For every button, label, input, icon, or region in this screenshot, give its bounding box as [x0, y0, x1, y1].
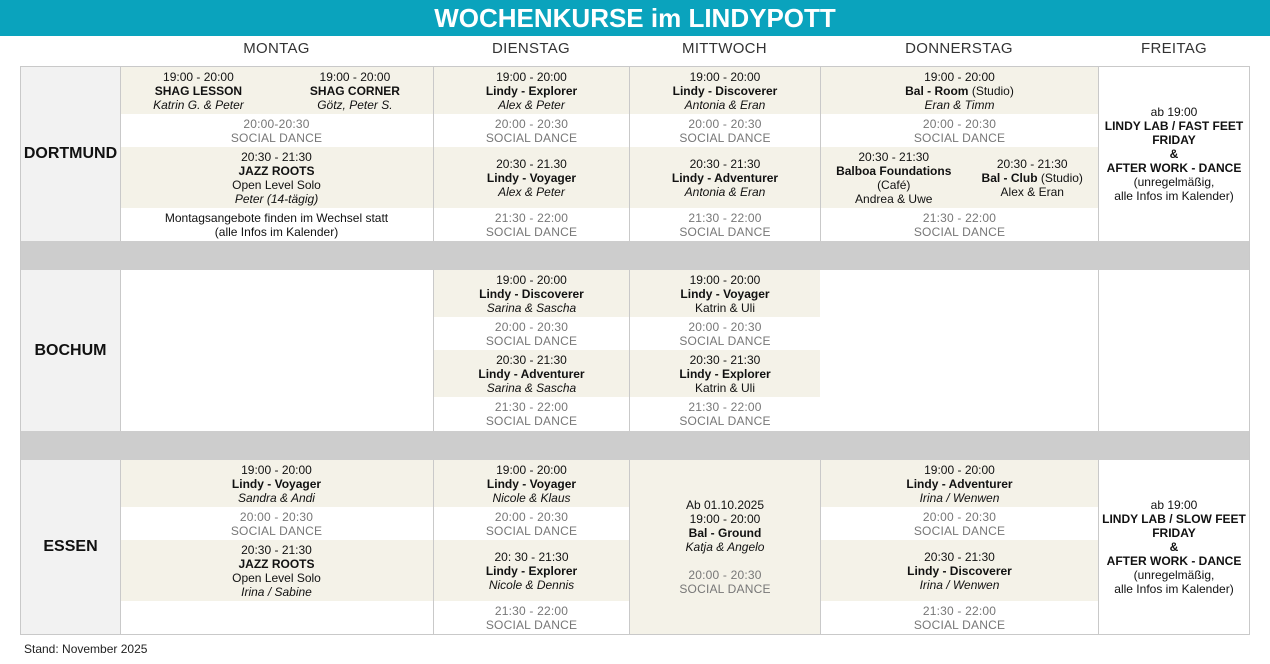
- course-time: 20:30 - 21:30: [241, 149, 312, 164]
- social-label: SOCIAL DANCE: [679, 333, 771, 348]
- social-label: SOCIAL DANCE: [230, 523, 323, 538]
- course-lindy-adventurer: [630, 147, 820, 208]
- course-time: 19:00 - 20:00: [689, 272, 761, 287]
- social-dance-block: [821, 601, 1098, 634]
- social-dance-block: [821, 507, 1098, 540]
- social-label: SOCIAL DANCE: [679, 582, 771, 596]
- course-name: Lindy - Voyager: [486, 476, 577, 491]
- course-teachers: Alex & Peter: [498, 97, 565, 112]
- social-time: 21:30 - 22:00: [688, 399, 762, 414]
- social-time: 21:30 - 22:00: [922, 603, 997, 618]
- course-bal-ground: [630, 460, 820, 634]
- course-jazz-roots: [120, 147, 433, 208]
- friday-event: &: [1169, 540, 1179, 554]
- course-name: Lindy - Explorer: [485, 563, 578, 578]
- course-lindy-explorer: [630, 350, 820, 397]
- course-name: Bal - Club: [981, 170, 1038, 185]
- social-label: SOCIAL DANCE: [679, 413, 771, 428]
- grid-line: [629, 460, 630, 634]
- social-time: 20:00 - 20:30: [688, 568, 762, 582]
- course-teachers: Irina / Sabine: [241, 584, 312, 599]
- note-line: (alle Infos im Kalender): [214, 224, 339, 239]
- social-time: 20:00 - 20:30: [922, 116, 997, 131]
- course-room: (Studio): [971, 83, 1014, 98]
- social-label: SOCIAL DANCE: [485, 617, 578, 632]
- social-label: SOCIAL DANCE: [913, 130, 1006, 145]
- course-lindy-voyager: [434, 460, 629, 507]
- social-time: 21:30 - 22:00: [688, 210, 762, 225]
- course-name: JAZZ ROOTS: [238, 556, 315, 571]
- course-name: Bal - Room: [905, 83, 969, 98]
- course-lindy-voyager: [120, 460, 433, 507]
- social-dance-block: [630, 317, 820, 350]
- course-time: 20:30 - 21:30: [689, 352, 761, 367]
- friday-event: AFTER WORK - DANCE: [1106, 161, 1242, 175]
- friday-note: alle Infos im Kalender): [1114, 582, 1234, 596]
- course-teachers: Katrin & Uli: [694, 300, 756, 315]
- schedule-grid: [20, 66, 1250, 635]
- course-teachers: Antonia & Eran: [684, 97, 766, 112]
- grid-line: [629, 270, 630, 431]
- course-time: 19:00 - 20:00: [689, 69, 761, 84]
- friday-event: LINDY LAB / FAST FEET: [1104, 119, 1244, 133]
- course-name: Bal - Ground: [688, 526, 762, 540]
- course-teachers: Katrin G. & Peter: [153, 97, 244, 112]
- course-time: 19:00 - 20:00: [241, 462, 312, 477]
- social-dance-block: [434, 601, 629, 634]
- course-teachers: Irina / Wenwen: [919, 577, 1000, 592]
- city-bochum: BOCHUM: [21, 270, 120, 431]
- course-time: 20: 30 - 21:30: [494, 549, 569, 564]
- course-time: 19:00 - 20:00: [319, 69, 391, 84]
- row-separator: [21, 431, 1249, 460]
- social-label: SOCIAL DANCE: [913, 523, 1006, 538]
- social-label: SOCIAL DANCE: [485, 523, 578, 538]
- friday-event: AFTER WORK - DANCE: [1106, 554, 1242, 568]
- course-teachers: Nicole & Klaus: [492, 490, 571, 505]
- course-bal-room: [821, 67, 1098, 114]
- course-teachers: Peter (14-tägig): [234, 191, 319, 206]
- friday-event: FRIDAY: [1152, 526, 1196, 540]
- friday-event: &: [1169, 147, 1179, 161]
- course-balboa-foundations: [836, 150, 951, 206]
- course-name: Lindy - Voyager: [231, 476, 322, 491]
- course-teachers: Alex & Peter: [498, 184, 565, 199]
- social-dance-block: [630, 114, 820, 147]
- social-label: SOCIAL DANCE: [679, 224, 771, 239]
- course-name: Balboa Foundations: [836, 163, 952, 178]
- grid-line: [120, 67, 121, 241]
- social-dance-block: [434, 114, 629, 147]
- social-label: SOCIAL DANCE: [913, 224, 1006, 239]
- course-name: SHAG CORNER: [309, 83, 400, 98]
- friday-event: FRIDAY: [1152, 133, 1196, 147]
- social-dance-block: [434, 208, 629, 241]
- course-time: 19:00 - 20:00: [163, 69, 234, 84]
- course-room: (Studio): [1040, 170, 1083, 185]
- course-level: Open Level Solo: [232, 177, 321, 192]
- course-lindy-voyager: [434, 147, 629, 208]
- grid-line: [433, 460, 434, 634]
- social-label: SOCIAL DANCE: [485, 413, 578, 428]
- friday-essen-info: [1099, 460, 1249, 634]
- grid-line: [1098, 67, 1099, 241]
- course-time: 20:30 - 21:30: [241, 542, 312, 557]
- social-dance-block: [434, 507, 629, 540]
- city-dortmund: DORTMUND: [21, 67, 120, 241]
- course-name: Lindy - Voyager: [680, 286, 770, 301]
- social-time: 20:00 - 20:30: [922, 509, 997, 524]
- social-dance-block: [821, 208, 1098, 241]
- day-header-thursday: DONNERSTAG: [905, 40, 1013, 57]
- grid-line: [629, 67, 630, 241]
- social-dance-block: [630, 208, 820, 241]
- social-label: SOCIAL DANCE: [230, 130, 323, 145]
- course-name: Lindy - Adventurer: [671, 170, 779, 185]
- course-time: 19:00 - 20:00: [496, 462, 567, 477]
- course-teachers: Eran & Timm: [924, 97, 995, 112]
- friday-note: (unregelmäßig,: [1133, 568, 1215, 582]
- grid-line: [820, 460, 821, 634]
- course-teachers: Sarina & Sascha: [486, 380, 577, 395]
- grid-line: [1098, 460, 1099, 634]
- grid-line: [120, 460, 121, 634]
- social-label: SOCIAL DANCE: [679, 130, 771, 145]
- course-jazz-roots: [120, 540, 433, 601]
- course-name: JAZZ ROOTS: [238, 163, 315, 178]
- course-name: Lindy - Discoverer: [907, 563, 1012, 578]
- social-time: 20:00 - 20:30: [494, 509, 569, 524]
- course-teachers: Alex & Eran: [1000, 184, 1064, 199]
- friday-note: (unregelmäßig,: [1133, 175, 1215, 189]
- social-dance-block: [434, 397, 629, 430]
- course-time: 20:30 - 21:30: [858, 149, 930, 164]
- course-teachers: Andrea & Uwe: [855, 191, 933, 206]
- course-time: 19:00 - 20:00: [924, 462, 995, 477]
- social-dance-block: [630, 397, 820, 430]
- course-name: Lindy - Explorer: [485, 83, 578, 98]
- course-name: Lindy - Discoverer: [479, 286, 584, 301]
- course-teachers: Götz, Peter S.: [317, 97, 393, 112]
- social-label: SOCIAL DANCE: [913, 617, 1006, 632]
- day-header-wednesday: MITTWOCH: [682, 40, 767, 57]
- course-name: SHAG LESSON: [154, 83, 243, 98]
- grid-line: [433, 270, 434, 431]
- course-teachers: Irina / Wenwen: [919, 490, 1000, 505]
- friday-note: alle Infos im Kalender): [1114, 189, 1234, 203]
- course-teachers: Katrin & Uli: [694, 380, 756, 395]
- city-essen: ESSEN: [21, 460, 120, 634]
- course-time: 19:00 - 20:00: [496, 69, 567, 84]
- course-lindy-explorer: [434, 540, 629, 601]
- note-line: Montagsangebote finden im Wechsel statt: [164, 210, 389, 225]
- course-start-date: Ab 01.10.2025: [685, 498, 765, 512]
- course-block: [821, 147, 1098, 208]
- day-header-friday: FREITAG: [1141, 40, 1207, 57]
- social-time: 20:00 - 20:30: [494, 319, 569, 334]
- social-time: 21:30 - 22:00: [494, 603, 569, 618]
- course-bal-club: [982, 157, 1083, 199]
- social-label: SOCIAL DANCE: [485, 130, 578, 145]
- social-time: 21:30 - 22:00: [494, 399, 569, 414]
- course-time: 20:30 - 21:30: [996, 156, 1068, 171]
- day-header-tuesday: DIENSTAG: [492, 40, 570, 57]
- grid-line: [820, 67, 821, 241]
- course-time: 19:00 - 20:00: [496, 272, 567, 287]
- course-lindy-adventurer: [434, 350, 629, 397]
- course-name: Lindy - Adventurer: [478, 366, 585, 381]
- page-title: WOCHENKURSE im LINDYPOTT: [0, 0, 1270, 36]
- grid-line: [1098, 270, 1099, 431]
- course-time: 19:00 - 20:00: [924, 69, 995, 84]
- social-time: 20:00 - 20:30: [239, 509, 314, 524]
- course-name: Lindy - Adventurer: [906, 476, 1013, 491]
- social-dance-block: [821, 114, 1098, 147]
- course-shag-lesson: [153, 70, 244, 112]
- social-time: 20:00 - 20:30: [688, 319, 762, 334]
- course-time: 20:30 - 21:30: [496, 352, 567, 367]
- course-time: 20:30 - 21:30: [924, 549, 995, 564]
- social-label: SOCIAL DANCE: [485, 333, 578, 348]
- social-time: 20:00 - 20:30: [688, 116, 762, 131]
- course-teachers: Katja & Angelo: [685, 540, 765, 554]
- social-dance-block: [120, 114, 433, 147]
- friday-time: ab 19:00: [1150, 105, 1198, 119]
- course-teachers: Sandra & Andi: [238, 490, 315, 505]
- day-header-monday: MONTAG: [243, 40, 310, 57]
- social-time: 21:30 - 22:00: [494, 210, 569, 225]
- course-lindy-discoverer: [630, 67, 820, 114]
- course-time: 19:00 - 20:00: [689, 512, 761, 526]
- friday-event: LINDY LAB / SLOW FEET: [1102, 512, 1246, 526]
- course-name: Lindy - Voyager: [486, 170, 577, 185]
- monday-note: [120, 208, 433, 241]
- friday-time: ab 19:00: [1150, 498, 1198, 512]
- course-teachers: Antonia & Eran: [684, 184, 766, 199]
- course-lindy-adventurer: [821, 460, 1098, 507]
- social-time: 20:00 - 20:30: [494, 116, 569, 131]
- row-separator: [21, 241, 1249, 270]
- course-lindy-discoverer: [821, 540, 1098, 601]
- course-shag-corner: [310, 70, 400, 112]
- course-time: 20:30 - 21.30: [496, 156, 567, 171]
- grid-line: [120, 270, 121, 431]
- course-block: [120, 67, 433, 114]
- course-room: (Café): [877, 177, 911, 192]
- social-dance-block: [434, 317, 629, 350]
- grid-line: [433, 67, 434, 241]
- social-label: SOCIAL DANCE: [485, 224, 578, 239]
- social-dance-block: [120, 507, 433, 540]
- course-lindy-voyager: [630, 270, 820, 317]
- course-level: Open Level Solo: [232, 570, 321, 585]
- course-name: Lindy - Explorer: [679, 366, 771, 381]
- course-name: Lindy - Discoverer: [672, 83, 778, 98]
- footer-status: Stand: November 2025: [24, 642, 148, 656]
- course-lindy-discoverer: [434, 270, 629, 317]
- course-lindy-explorer: [434, 67, 629, 114]
- course-teachers: Sarina & Sascha: [486, 300, 577, 315]
- course-time: 20:30 - 21:30: [689, 156, 761, 171]
- social-time: 21:30 - 22:00: [922, 210, 997, 225]
- friday-dortmund-info: [1099, 67, 1249, 241]
- course-teachers: Nicole & Dennis: [488, 577, 575, 592]
- social-time: 20:00-20:30: [243, 116, 310, 131]
